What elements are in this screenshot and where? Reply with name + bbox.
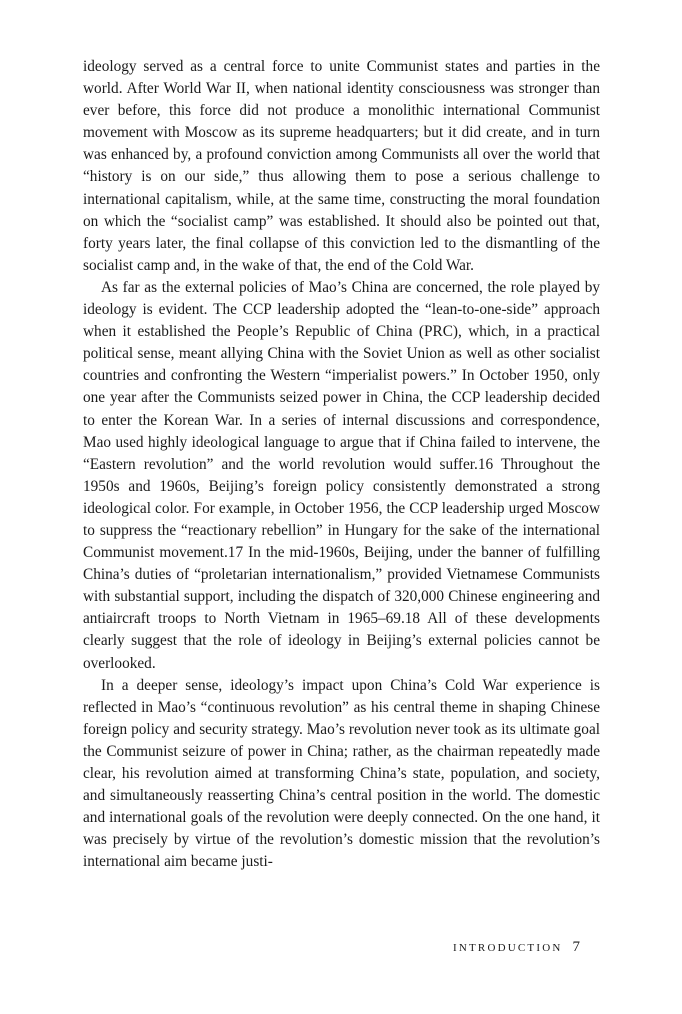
paragraph-1: ideology served as a central force to unite Communist states and parties in the world. After World War II, when national identity consciousness was stronger than ever before, this force did not produce a monolithic international Communist movement with Moscow as its supreme headquarters; but it did create, and in turn was enhanced by, a profound conviction among Communists all over the world that “history is on our side,” thus allowing them to pose a serious challenge to international capitalism, while, at the same time, constructing the moral foundation on which the “socialist camp” was established. It should also be pointed out that, forty years later, the final collapse of this conviction led to the dismantling of the socialist camp and, in the wake of that, the end of the Cold War. xyxy=(83,58,600,274)
page-number: 7 xyxy=(572,939,580,955)
page-footer xyxy=(453,939,580,956)
paragraph-3: In a deeper sense, ideology’s impact upon China’s Cold War experience is reflected in Mao’s “continuous revolution” as his central theme in shaping Chinese foreign policy and security strategy. Mao’s revolution never took as its ultimate goal the Communist seizure of power in China; rather, as the chairman repeatedly made clear, his revolution aimed at transforming China’s state, population, and society, and simultaneously reasserting China’s central position in the world. The domestic and international goals of the revolution were deeply connected. On the one hand, it was precisely by virtue of the revolution’s domestic mission that the revolution’s international aim became justi- xyxy=(83,676,600,871)
body-text xyxy=(83,56,600,873)
paragraph-2: As far as the external policies of Mao’s China are concerned, the role played by ideology is evident. The CCP leadership adopted the “lean-to-one-side” approach when it established the People’s Republic of China (PRC), which, in a practical political sense, meant allying China with the Soviet Union as well as other socialist countries and confronting the Western “imperialist powers.” In October 1950, only one year after the Communists seized power in China, the CCP leadership decided to enter the Korean War. In a series of internal discussions and correspondence, Mao used highly ideological language to argue that if China failed to intervene, the “Eastern revolution” and the world revolution would suffer.16 Throughout the 1950s and 1960s, Beijing’s foreign policy consistently demonstrated a strong ideological color. For example, in October 1956, the CCP leadership urged Moscow to suppress the “reactionary rebellion” in Hungary for the sake of the international Communist movement.17 In the mid-1960s, Beijing, under the banner of fulfilling China’s duties of “proletarian internationalism,” provided Vietnamese Communists with substantial support, including the dispatch of 320,000 Chinese engineering and antiaircraft troops to North Vietnam in 1965–69.18 All of these developments clearly suggest that the role of ideology in Beijing’s external policies cannot be overlooked. xyxy=(83,278,600,672)
running-head: INTRODUCTION xyxy=(452,942,563,954)
